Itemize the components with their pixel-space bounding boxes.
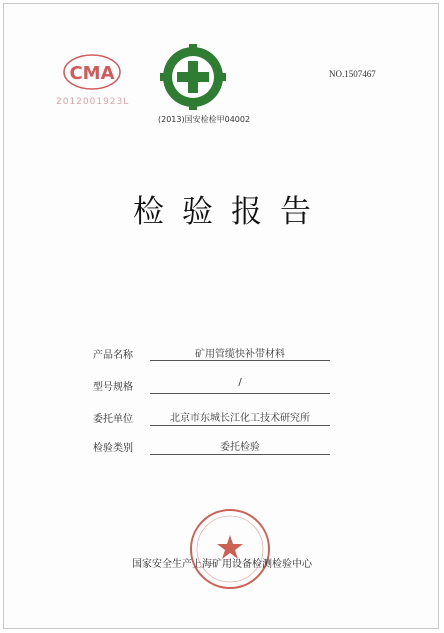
safety-emblem-icon bbox=[160, 44, 226, 110]
field-underline bbox=[150, 360, 330, 361]
field-value-inspection-type: 委托检验 bbox=[220, 442, 260, 453]
issuer-name: 国家安全生产上海矿用设备检测检验中心 bbox=[132, 559, 312, 570]
field-underline bbox=[150, 425, 330, 426]
field-value-product-name: 矿用管缆快补带材料 bbox=[195, 349, 285, 360]
field-underline bbox=[150, 393, 330, 394]
field-underline bbox=[150, 454, 330, 455]
cma-code: 2012001923L bbox=[56, 97, 130, 107]
field-value-client: 北京市东城长江化工技术研究所 bbox=[170, 413, 310, 424]
official-seal-icon bbox=[188, 507, 272, 591]
cma-logo bbox=[62, 52, 122, 92]
field-label-product-name: 产品名称 bbox=[93, 350, 133, 361]
cma-logo-text: CMA bbox=[69, 63, 115, 84]
report-title: 检验报告 bbox=[133, 194, 329, 230]
field-label-client: 委托单位 bbox=[93, 414, 133, 425]
serial-number: NO.1507467 bbox=[329, 69, 376, 79]
field-value-model: / bbox=[238, 377, 242, 388]
field-label-inspection-type: 检验类别 bbox=[93, 443, 133, 454]
license-number: (2013)国安检检甲04002 bbox=[158, 115, 251, 124]
field-label-model: 型号规格 bbox=[93, 382, 133, 393]
